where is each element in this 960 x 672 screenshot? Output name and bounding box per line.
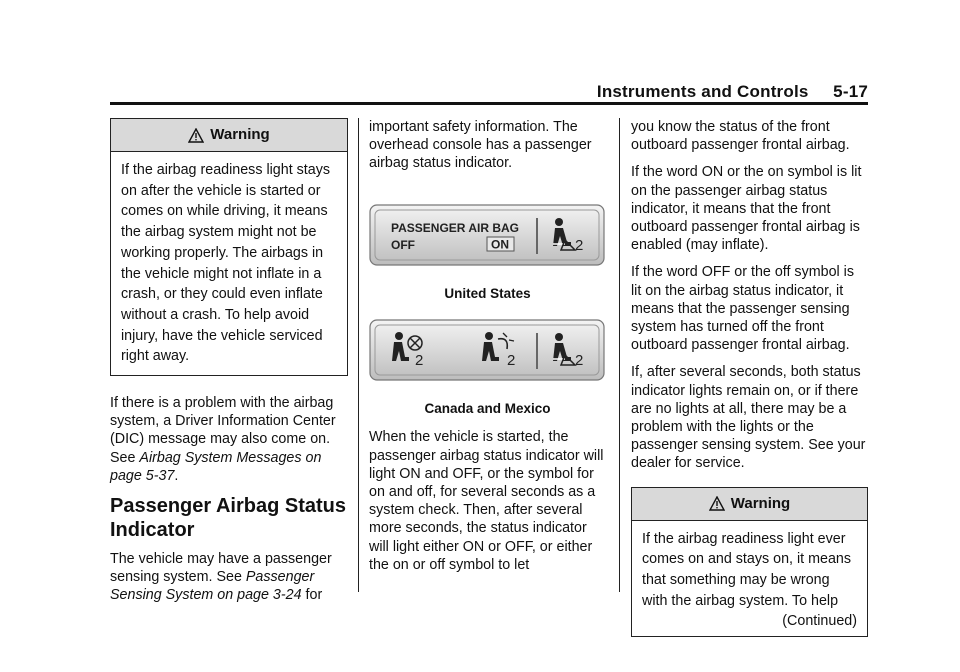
panel-num: 2	[575, 352, 584, 370]
panel-num: 2	[507, 352, 516, 370]
header-page-number: 5-17	[833, 82, 868, 101]
warning-box-2	[631, 487, 868, 638]
column-divider	[358, 118, 359, 592]
section-heading: Passenger Airbag Status Indicator	[110, 495, 347, 542]
paragraph: important safety information. The overhead console has a passenger airbag status indicator.	[369, 119, 592, 172]
figure-caption: Canada and Mexico	[424, 401, 551, 417]
header-rule	[110, 102, 868, 105]
figure-caption: United States	[444, 285, 531, 301]
column-3	[631, 118, 868, 637]
panel-label-passenger-air-bag: PASSENGER AIR BAG	[391, 220, 520, 235]
panel-label-off: OFF	[391, 237, 415, 252]
column-1	[110, 118, 348, 614]
warning-title: Warning	[210, 125, 270, 143]
column-divider	[619, 118, 620, 592]
column-2	[369, 118, 606, 583]
paragraph: When the vehicle is started, the passenger airbag status indicator will light ON and OFF, or the symbol for on and off, for several seconds as a system check. Then, after several more seconds, the status indicator will light either ON or OFF, or either the on or off symbol to let	[369, 429, 604, 573]
paragraph: The vehicle may have a passenger sensing system. See Passenger Sensing System on page 3-24 for	[110, 551, 332, 604]
warning-triangle-icon	[709, 496, 725, 511]
paragraph: If there is a problem with the airbag system, a Driver Information Center (DIC) message may also come on. See Airbag System Messages on page 5-37.	[110, 395, 336, 484]
panel-num: 2	[415, 352, 424, 370]
continued-note: (Continued)	[782, 613, 857, 630]
header-section: Instruments and Controls	[596, 82, 809, 101]
warning-triangle-icon	[188, 128, 204, 143]
indicator-panel-canada-mexico	[369, 319, 605, 381]
paragraph: If the word ON or the on symbol is lit on the passenger airbag status indicator, it means that the front outboard passenger frontal airbag is enabled (may inflate).	[631, 164, 862, 254]
warning-body: If the airbag readiness light ever comes on and stays on, it means that something may be wrong with the airbag system. To help (Continued)	[632, 521, 867, 637]
paragraph: If, after several seconds, both status indicator lights remain on, or if there are no lights at all, there may be a problem with the lights or the passenger sensing system. See your dealer for service.	[631, 364, 866, 472]
paragraph: you know the status of the front outboard passenger frontal airbag.	[631, 119, 850, 154]
cross-reference-link[interactable]: Airbag System Messages on page 5-37	[110, 449, 322, 484]
warning-header	[111, 119, 347, 152]
page-header	[110, 82, 868, 102]
warning-title: Warning	[730, 494, 791, 512]
indicator-panel-us	[369, 204, 605, 266]
warning-box-1	[110, 118, 348, 376]
paragraph: If the word OFF or the off symbol is lit on the airbag status indicator, it means that the passenger sensing system has turned off the front outboard passenger frontal airbag.	[631, 264, 855, 354]
header-title	[597, 82, 868, 102]
panel-label-on: ON	[491, 237, 509, 252]
warning-body: If the airbag readiness light stays on after the vehicle is started or comes on while driving, it means the airbag system might not be working properly. The airbags in the vehicle might not inflate in a crash, or they could even inflate without a crash. To help avoid injury, have the vehicle serviced right away.	[121, 162, 331, 365]
cross-reference-link[interactable]: Passenger Sensing System on page 3-24	[110, 569, 315, 604]
warning-header	[632, 488, 867, 521]
panel-num: 2	[575, 236, 584, 254]
